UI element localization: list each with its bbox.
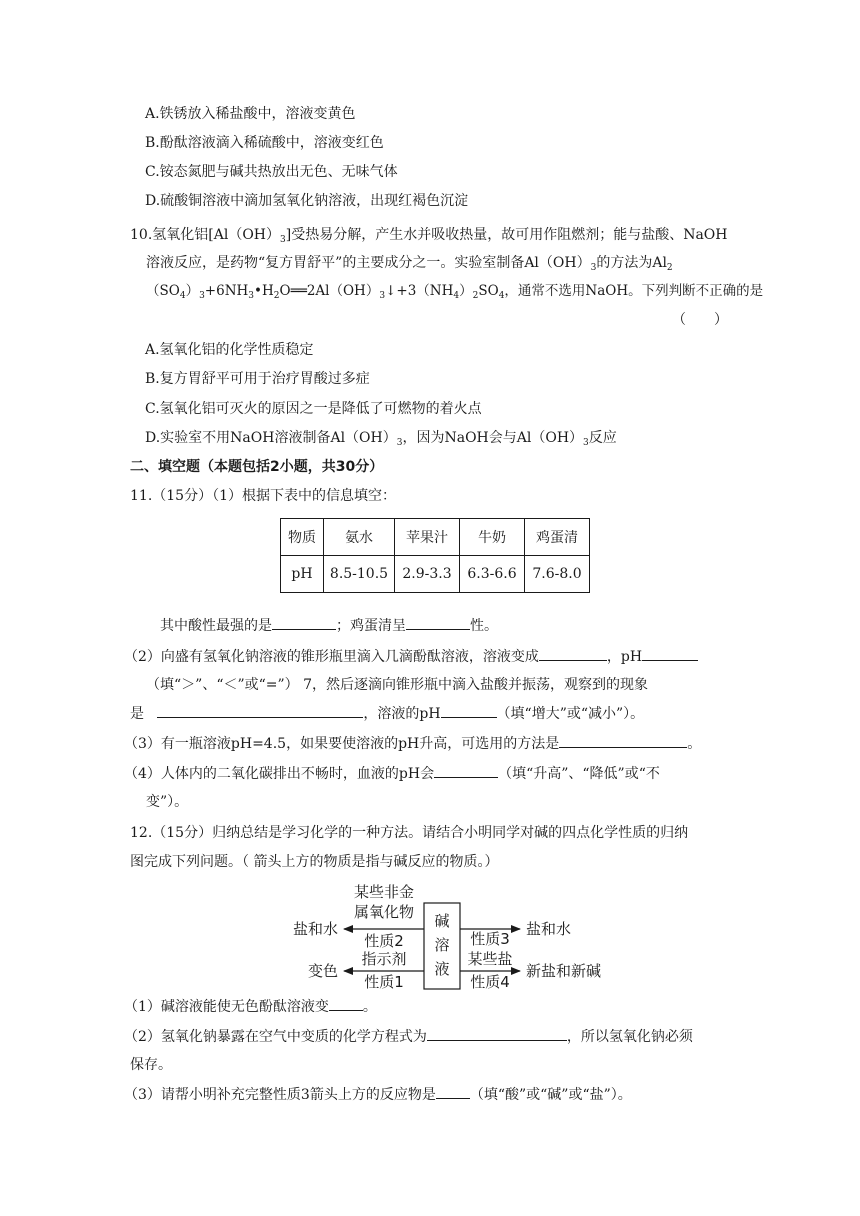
answer-blank[interactable] (157, 703, 363, 718)
q11-sub2-line1: （2）向盛有氢氧化钠溶液的锥形瓶里滴入几滴酚酞溶液，溶液变成 ，pH (124, 646, 698, 667)
q12-sub2-line2: 保存。 (130, 1057, 172, 1073)
q11-sub3: （3）有一瓶溶液pH=4.5，如果要使溶液的pH升高，可选用的方法是 。 (124, 733, 701, 754)
section-heading: 二、填空题（本题包括2小题，共30分） (130, 459, 384, 475)
label-prop1: 性质1 (364, 973, 404, 991)
q10-stem-line1: 10.氢氧化铝$[Al(OH)_3]$受热易分解，产生水并吸收热量，故可用作阻燃剂；能与盐酸、NaOH (130, 227, 728, 245)
answer-blank[interactable] (539, 646, 607, 661)
table-cell: 7.6-8.0 (525, 556, 590, 593)
label-prop2: 性质2 (364, 932, 404, 950)
label-indicator: 指示剂 (361, 950, 407, 968)
q10-option-b: B.复方胃舒平可用于治疗胃酸过多症 (145, 371, 370, 387)
q11-sub4-line2: 变”）。 (146, 794, 189, 810)
ph-table (280, 518, 590, 593)
table-cell: 8.5-10.5 (324, 556, 395, 593)
center-label-3: 液 (434, 960, 450, 978)
answer-blank[interactable] (559, 733, 687, 748)
table-cell: 2.9-3.3 (395, 556, 460, 593)
table-header-row (281, 519, 590, 556)
label-top-2: 属氧化物 (353, 903, 415, 921)
label-right-top: 盐和水 (526, 920, 572, 938)
table-row (281, 556, 590, 593)
q9-option-c: C.铵态氮肥与碱共热放出无色、无味气体 (145, 164, 398, 180)
table-cell: 鸡蛋清 (525, 519, 590, 556)
q12-sub3: （3）请帮小明补充完整性质3箭头上方的反应物是 （填“酸”或“碱”或“盐”）。 (124, 1084, 632, 1105)
answer-blank[interactable] (272, 615, 336, 630)
label-right-bottom: 新盐和新碱 (526, 962, 602, 980)
label-prop3: 性质3 (470, 930, 510, 948)
q10-answer-paren: （ ） (672, 312, 728, 328)
q11-sub2-line3: 是 ，溶液的pH （填“增大”或“减小”）。 (130, 703, 644, 724)
q10-option-d: D.实验室不用NaOH溶液制备$Al(OH)_3$，因为NaOH会与$Al(OH)_3$反应 (145, 430, 617, 448)
label-top-1: 某些非金 (353, 883, 415, 901)
answer-blank[interactable] (436, 1084, 470, 1099)
center-label-2: 溶 (434, 936, 450, 954)
answer-blank[interactable] (406, 615, 470, 630)
q10-stem-line2: 溶液反应，是药物“复方胃舒平”的主要成分之一。实验室制备$Al(OH)_3$的方法为$Al_2$ (146, 255, 673, 273)
table-cell: 苹果汁 (395, 519, 460, 556)
table-cell: 物质 (281, 519, 324, 556)
q9-option-a: A.铁锈放入稀盐酸中，溶液变黄色 (145, 106, 356, 122)
label-left-top: 盐和水 (292, 920, 338, 938)
q11-sub1: 其中酸性最强的是 ；鸡蛋清呈 性。 (160, 615, 498, 636)
answer-blank[interactable] (441, 703, 497, 718)
answer-blank[interactable] (427, 1026, 567, 1041)
table-cell: 6.3-6.6 (460, 556, 525, 593)
q11-intro: 11.（15分）（1）根据下表中的信息填空： (130, 488, 396, 504)
q10-option-c: C.氢氧化铝可灭火的原因之一是降低了可燃物的着火点 (145, 401, 482, 417)
answer-blank[interactable] (329, 996, 363, 1011)
label-left-bottom: 变色 (307, 962, 338, 980)
answer-blank[interactable] (642, 646, 698, 661)
q10-option-a: A.氢氧化铝的化学性质稳定 (145, 342, 314, 358)
center-label-1: 碱 (434, 912, 450, 930)
q12-sub1: （1）碱溶液能使无色酚酞溶液变 。 (124, 996, 377, 1017)
q10-equation-line: $(SO_4)_3+6NH_3•H_2O══2Al(OH)_3↓+3(NH_4)_2SO_4$，通常不选用NaOH。下列判断不正确的是 (146, 283, 764, 301)
table-cell: pH (281, 556, 324, 593)
table-cell: 氨水 (324, 519, 395, 556)
q11-sub2-line2: （填“＞”、“＜”或“=”） 7，然后逐滴向锥形瓶中滴入盐酸并振荡，观察到的现象 (146, 677, 649, 693)
q12-stem-line1: 12.（15分）归纳总结是学习化学的一种方法。请结合小明同学对碱的四点化学性质的归纳 (130, 825, 689, 841)
q9-option-b: B.酚酞溶液滴入稀硫酸中，溶液变红色 (145, 135, 384, 151)
answer-blank[interactable] (434, 763, 498, 778)
q12-stem-line2: 图完成下列问题。（ 箭头上方的物质是指与碱反应的物质。） (130, 854, 499, 870)
q12-sub2-line1: （2）氢氧化钠暴露在空气中变质的化学方程式为 ，所以氢氧化钠必须 (124, 1026, 693, 1047)
label-some-salt: 某些盐 (467, 950, 513, 968)
q9-option-d: D.硫酸铜溶液中滴加氢氧化钠溶液，出现红褐色沉淀 (145, 193, 469, 209)
table-cell: 牛奶 (460, 519, 525, 556)
q11-sub4-line1: （4）人体内的二氧化碳排出不畅时，血液的pH会 （填“升高”、“降低”或“不 (124, 763, 660, 784)
base-properties-diagram (270, 880, 620, 994)
label-prop4: 性质4 (470, 973, 510, 991)
